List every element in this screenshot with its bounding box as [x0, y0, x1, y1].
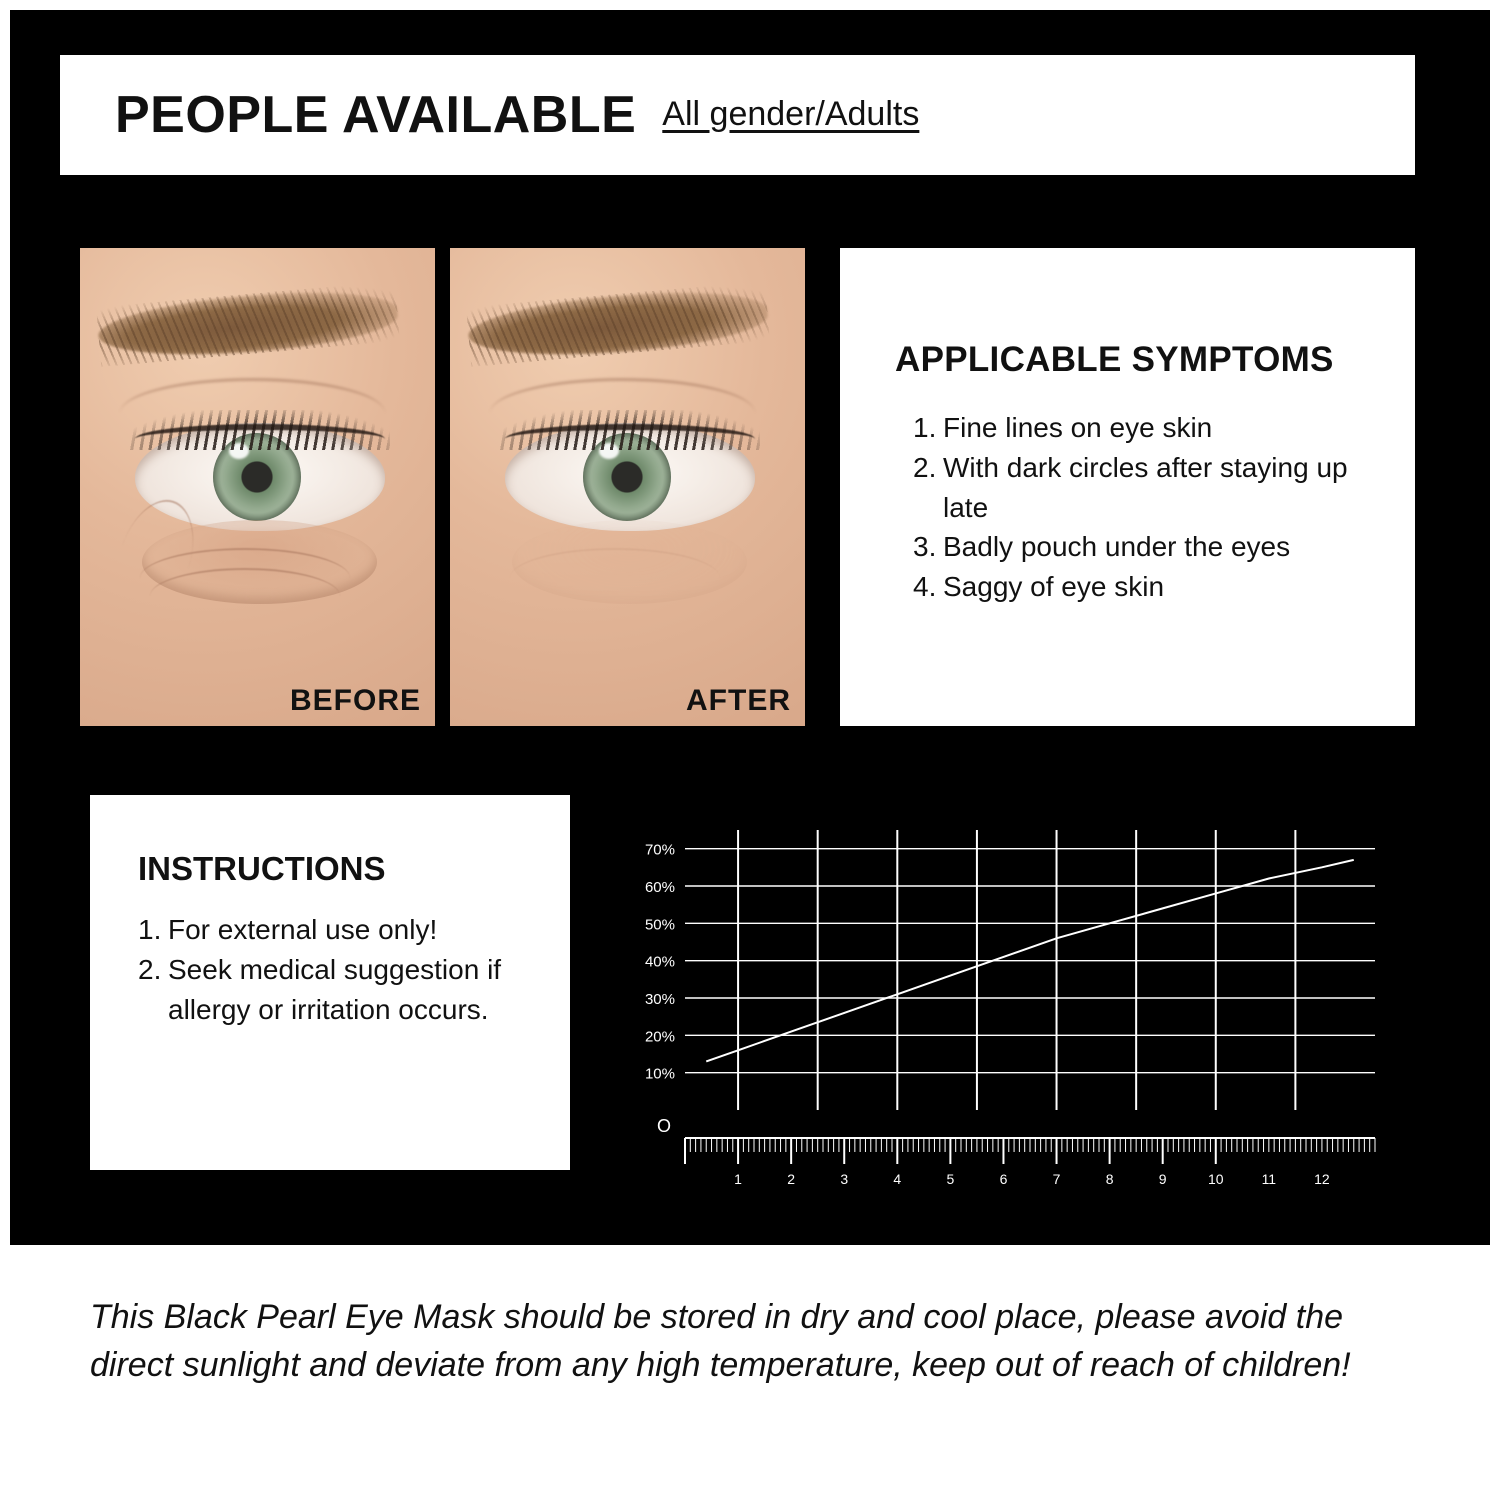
eyelashes [498, 410, 760, 450]
list-item [913, 527, 1385, 567]
list-item-label: With dark circles after staying up late [943, 451, 1348, 523]
svg-text:2: 2 [787, 1171, 796, 1187]
svg-text:4: 4 [893, 1171, 902, 1187]
svg-text:8: 8 [1105, 1171, 1114, 1187]
svg-text:11: 11 [1261, 1171, 1277, 1187]
list-item [138, 950, 542, 1030]
svg-text:9: 9 [1158, 1171, 1167, 1187]
after-label: AFTER [686, 684, 791, 717]
instructions-list [138, 910, 542, 1029]
symptoms-title: APPLICABLE SYMPTOMS [895, 340, 1334, 379]
list-item [913, 567, 1385, 607]
svg-text:10: 10 [1207, 1171, 1224, 1187]
svg-text:O: O [656, 1116, 671, 1136]
list-item-label: Saggy of eye skin [943, 571, 1165, 602]
list-item-number: 2. [913, 451, 937, 483]
svg-text:50%: 50% [644, 916, 675, 934]
list-item [913, 408, 1385, 448]
svg-text:60%: 60% [644, 879, 675, 896]
svg-text:5: 5 [946, 1171, 955, 1187]
list-item-number: 1. [913, 412, 937, 443]
svg-text:70%: 70% [644, 841, 675, 859]
svg-text:3: 3 [840, 1171, 849, 1187]
list-item-number: 4. [913, 571, 937, 602]
symptoms-list [895, 408, 1385, 607]
list-item-number: 1. [138, 914, 162, 945]
list-item-number: 2. [138, 953, 162, 985]
eyelashes [128, 410, 390, 450]
instructions-card [90, 795, 570, 1170]
svg-text:7: 7 [1052, 1171, 1061, 1187]
before-label: BEFORE [289, 684, 421, 717]
svg-text:1: 1 [734, 1171, 742, 1187]
before-photo [80, 248, 435, 726]
after-photo [450, 248, 805, 726]
list-item-label: Badly pouch under the eyes [943, 531, 1291, 563]
svg-text:6: 6 [999, 1171, 1008, 1187]
storage-note [0, 1245, 1500, 1500]
storage-note-text: This Black Pearl Eye Mask should be stored in dry and cool place, please avoid the direct sunlight and deviate from any high temperature, keep out of reach of children! [90, 1298, 1351, 1385]
list-item [913, 448, 1385, 528]
list-item-label: Fine lines on eye skin [943, 412, 1213, 443]
svg-text:30%: 30% [644, 991, 675, 1008]
svg-text:20%: 20% [644, 1028, 675, 1046]
list-item-number: 3. [913, 531, 937, 563]
svg-text:12: 12 [1314, 1171, 1330, 1187]
svg-text:10%: 10% [644, 1065, 675, 1083]
improvement-chart [610, 810, 1400, 1210]
page-title: PEOPLE AVAILABLE [115, 86, 637, 144]
chart-svg [610, 810, 1400, 1210]
list-item [138, 910, 542, 950]
header-band [60, 55, 1415, 175]
svg-text:40%: 40% [644, 953, 675, 971]
list-item-label: For external use only! [168, 914, 438, 945]
list-item-label: Seek medical suggestion if allergy or irritation occurs. [168, 953, 502, 1025]
page-subtitle: All gender/Adults [662, 94, 920, 133]
instructions-title: INSTRUCTIONS [138, 850, 386, 887]
wrinkle-line [510, 548, 720, 608]
applicable-symptoms-card [840, 248, 1415, 726]
